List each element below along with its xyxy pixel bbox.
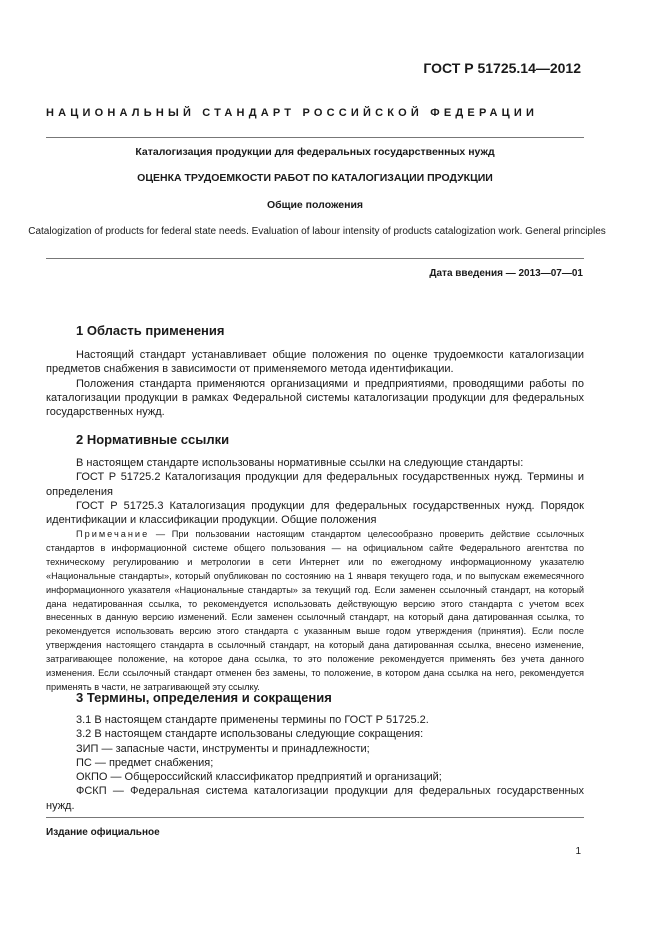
footer-rule	[46, 817, 584, 818]
section-2-note	[46, 528, 584, 695]
title-top-rule	[46, 137, 584, 138]
title-line-1: Каталогизация продукции для федеральных государственных нужд	[135, 146, 495, 158]
section-2-paragraph: ГОСТ Р 51725.2 Каталогизация продукции для федеральных государственных нужд. Термины и определения	[46, 471, 584, 498]
abbreviation-item: ЗИП — запасные части, инструменты и принадлежности;	[76, 742, 370, 755]
section-2-paragraph: В настоящем стандарте использованы нормативные ссылки на следующие стандарты:	[76, 457, 524, 469]
page-number: 1	[575, 846, 581, 857]
english-title: Catalogization of products for federal state needs. Evaluation of labour intensity of products catalogization work. General principles	[28, 226, 606, 237]
section-3-body	[46, 713, 584, 813]
section-2-heading: 2 Нормативные ссылки	[76, 432, 230, 447]
title-line-3: Общие положения	[266, 199, 364, 211]
note-text: — При пользовании настоящим стандартом целесообразно проверить действие ссылочных стандартов в информационной системе общего пользования — на официальном сайте Федерального агентства по техническому регулированию и метрологии в сети Интернет или по ежегодному информационному указателю «Национальные стандарты», который опубликован по состоянию на 1 января текущего года, и по выпускам ежемесячного информационного указателя «Национальные стандарты» за текущий год. Если заменен ссылочный стандарт, на который дана недатированная ссылка, то рекомендуется использовать действующую версию этого стандарта с учетом всех внесенных в данную версию изменений. Если заменен ссылочный стандарт, на который дана датированная ссылка, то рекомендуется использовать версию этого стандарта с указанным выше годом утверждения (принятия). Если после утверждения настоящего стандарта в ссылочный стандарт, на который дана датированная ссылка, внесено изменение, затрагивающее положение, на которое дана ссылка, то это положение рекомендуется применять без учета данного изменения. Если ссылочный стандарт отменен без замены, то положение, в котором дана ссылка на него, рекомендуется применять в части, не затрагивающей эту ссылку.	[46, 529, 584, 692]
abbreviation-item: ФСКП — Федеральная система каталогизации продукции для федеральных государственных нужд.	[46, 785, 584, 812]
title-bottom-rule	[46, 258, 584, 259]
abbreviation-item: ОКПО — Общероссийский классификатор предприятий и организаций;	[76, 771, 442, 784]
abbreviation-item: ПС — предмет снабжения;	[76, 756, 214, 769]
section-3-paragraph: 3.2 В настоящем стандарте использованы следующие сокращения:	[76, 728, 424, 741]
section-2-paragraph: ГОСТ Р 51725.3 Каталогизация продукции для федеральных государственных нужд. Порядок идентификации и классификации продукции. Общие положения	[46, 499, 584, 527]
section-3-paragraph: 3.1 В настоящем стандарте применены термины по ГОСТ Р 51725.2.	[76, 714, 429, 726]
document-code: ГОСТ Р 51725.14—2012	[423, 60, 581, 76]
note-label: Примечание	[76, 529, 150, 539]
national-standard-banner: НАЦИОНАЛЬНЫЙ СТАНДАРТ РОССИЙСКОЙ ФЕДЕРАЦИИ	[46, 107, 539, 119]
official-edition-label: Издание официальное	[46, 827, 160, 838]
section-3-heading: 3 Термины, определения и сокращения	[76, 690, 332, 705]
effective-date: Дата введения — 2013—07—01	[429, 268, 583, 279]
section-1-heading: 1 Область применения	[76, 323, 225, 338]
title-line-2: ОЦЕНКА ТРУДОЕМКОСТИ РАБОТ ПО КАТАЛОГИЗАЦИИ ПРОДУКЦИИ	[137, 172, 493, 184]
section-1-paragraph: Положения стандарта применяются организациями и предприятиями, проводящими работы по каталогизации продукции в рамках Федеральной системы каталогизации продукции для федеральных государственных нужд.	[46, 377, 584, 419]
section-1-paragraph: Настоящий стандарт устанавливает общие положения по оценке трудоемкости каталогизации предметов снабжения в зависимости от применяемого метода идентификации.	[46, 349, 584, 376]
section-2-body	[46, 456, 584, 527]
section-1-body	[46, 348, 584, 419]
